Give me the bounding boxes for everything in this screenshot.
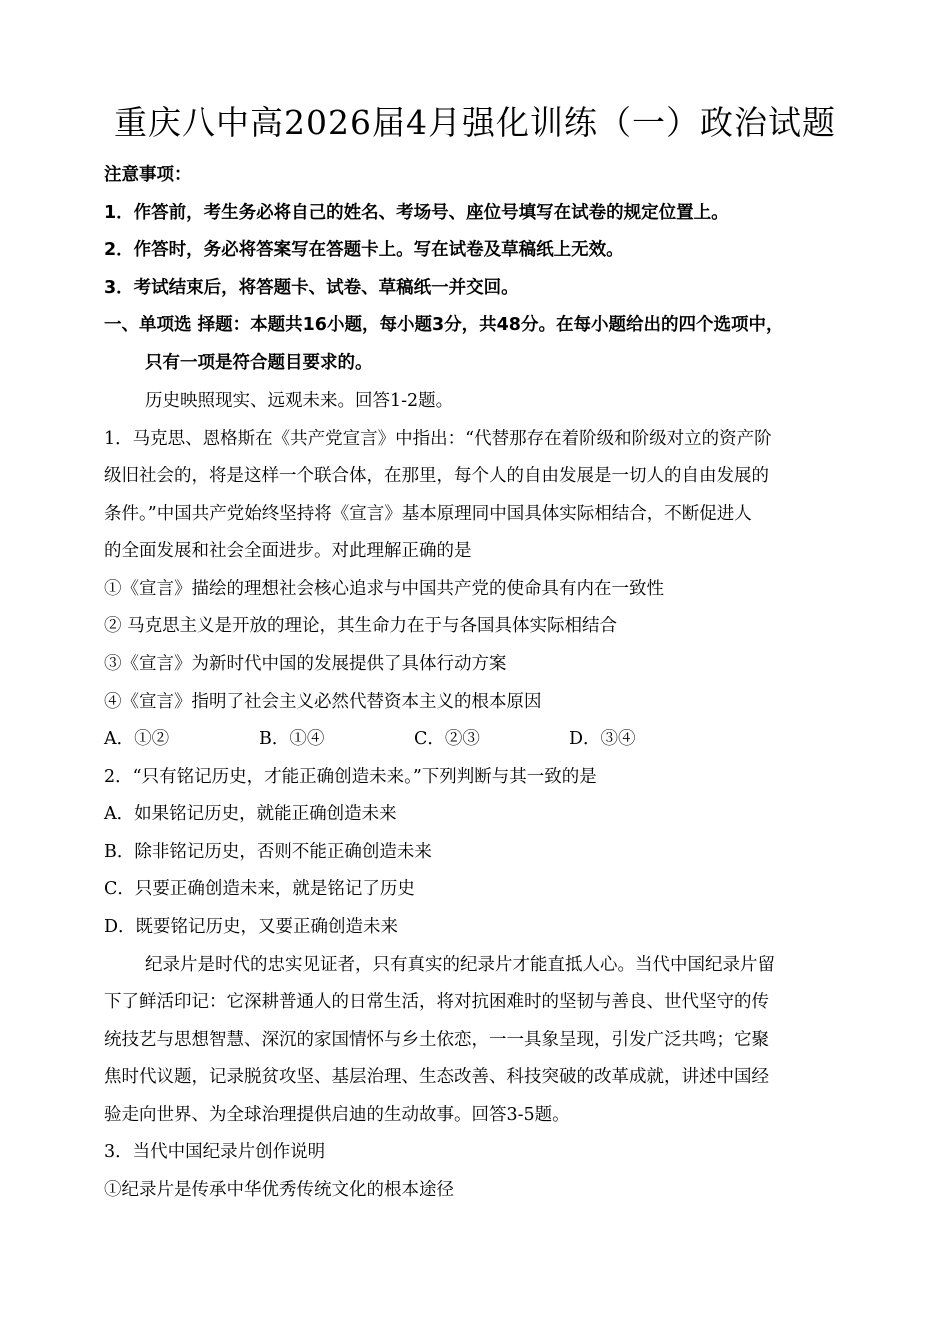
q1-option-b: B．①④ (259, 729, 325, 749)
notice-item: 3．考试结束后，将答题卡、试卷、草稿纸一并交回。 (104, 278, 519, 298)
q1-statement: ② 马克思主义是开放的理论，其生命力在于与各国具体实际相结合 (104, 616, 618, 636)
q2-stem: 2．“只有铭记历史，才能正确创造未来。”下列判断与其一致的是 (104, 767, 597, 787)
q1-statement: ①《宣言》描绘的理想社会核心追求与中国共产党的使命具有内在一致性 (104, 579, 664, 599)
q2-option-c: C．只要正确创造未来，就是铭记了历史 (104, 879, 415, 899)
notice-heading: 注意事项： (104, 165, 192, 185)
exam-title: 重庆八中高2026届4月强化训练（一）政治试题 (114, 103, 836, 142)
q1-statement: ③《宣言》为新时代中国的发展提供了具体行动方案 (104, 654, 507, 674)
intro-q1-2: 历史映照现实、远观未来。回答1-2题。 (145, 391, 454, 411)
q1-stem-line: 1．马克思、恩格斯在《共产党宣言》中指出：“代替那存在着阶级和阶级对立的资产阶 (104, 429, 772, 449)
intro-q3-5-line: 纪录片是时代的忠实见证者，只有真实的纪录片才能直抵人心。当代中国纪录片留 (145, 955, 775, 975)
q3-stem: 3．当代中国纪录片创作说明 (104, 1142, 326, 1162)
section-heading-cont: 只有一项是符合题目要求的。 (145, 353, 373, 373)
q1-option-a: A．①② (104, 729, 170, 749)
intro-q3-5-line: 焦时代议题，记录脱贫攻坚、基层治理、生态改善、科技突破的改革成就，讲述中国经 (104, 1067, 769, 1087)
notice-item: 2．作答时，务必将答案写在答题卡上。写在试卷及草稿纸上无效。 (104, 240, 624, 260)
q1-stem-line: 级旧社会的，将是这样一个联合体，在那里，每个人的自由发展是一切人的自由发展的 (104, 466, 769, 486)
q2-option-a: A．如果铭记历史，就能正确创造未来 (104, 804, 397, 824)
q1-option-c: C．②③ (414, 729, 480, 749)
q1-statement: ④《宣言》指明了社会主义必然代替资本主义的根本原因 (104, 692, 542, 712)
q1-stem-line: 条件。”中国共产党始终坚持将《宣言》基本原理同中国具体实际相结合，不断促进人 (104, 504, 752, 524)
q1-stem-line: 的全面发展和社会全面进步。对此理解正确的是 (104, 541, 472, 561)
notice-item: 1．作答前，考生务必将自己的姓名、考场号、座位号填写在试卷的规定位置上。 (104, 203, 729, 223)
q3-statement: ①纪录片是传承中华优秀传统文化的根本途径 (104, 1180, 454, 1200)
intro-q3-5-line: 下了鲜活印记：它深耕普通人的日常生活，将对抗困难时的坚韧与善良、世代坚守的传 (104, 992, 769, 1012)
intro-q3-5-line: 统技艺与思想智慧、深沉的家国情怀与乡土依恋，一一具象呈现，引发广泛共鸣；它聚 (104, 1030, 769, 1050)
q1-options (104, 725, 864, 753)
q2-option-b: B．除非铭记历史，否则不能正确创造未来 (104, 842, 432, 862)
q1-option-d: D．③④ (569, 729, 636, 749)
intro-q3-5-line: 验走向世界、为全球治理提供启迪的生动故事。回答3-5题。 (104, 1105, 570, 1125)
section-heading: 一、单项选 择题：本题共16小题，每小题3分，共48分。在每小题给出的四个选项中， (104, 315, 784, 335)
q2-option-d: D．既要铭记历史，又要正确创造未来 (104, 917, 399, 937)
